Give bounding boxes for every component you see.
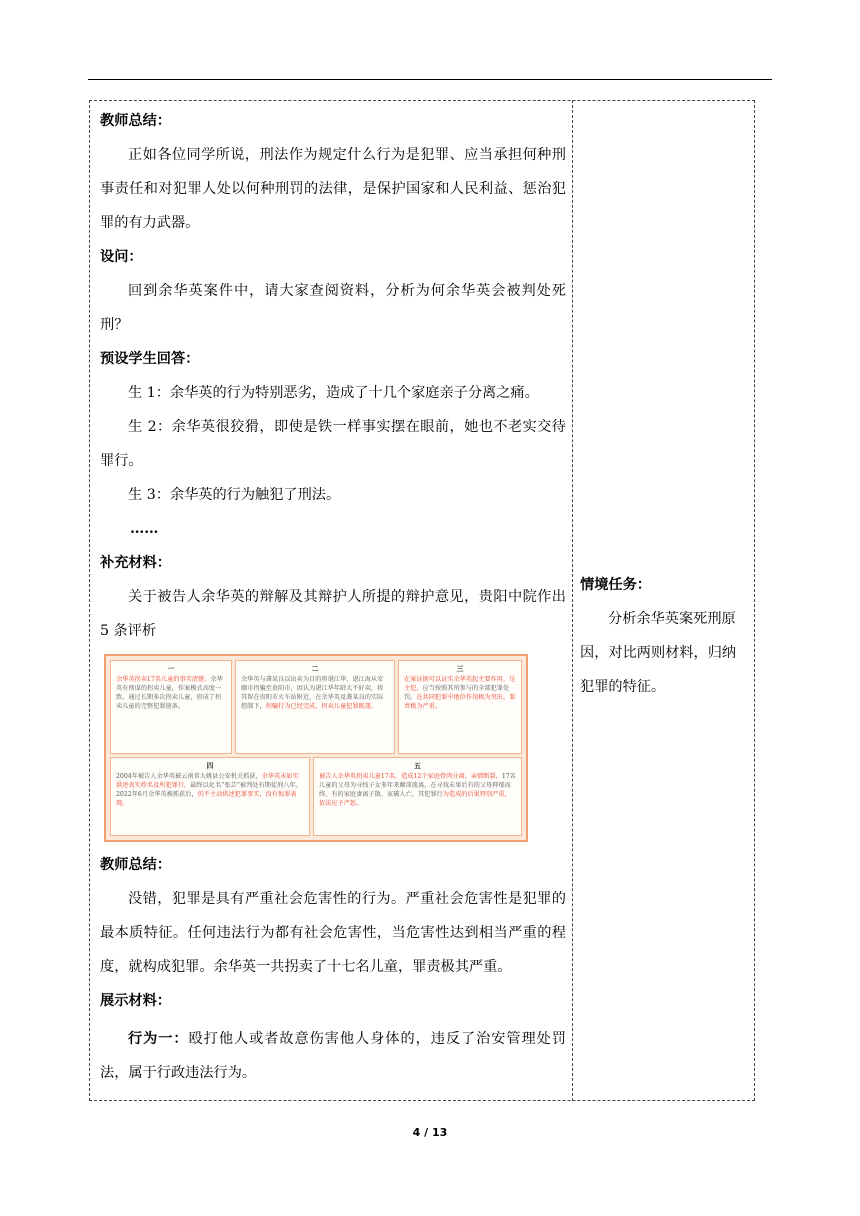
page-number: 4 / 13 <box>412 1126 448 1139</box>
analysis-card-3: 三 在案证据可以证实余华英起主要作用，是主犯，应当按照其所参与的全部犯罪处罚。在共同犯罪中地位作用极为突出，罪责极为严重。 <box>398 660 522 754</box>
heading-question: 设问： <box>100 249 143 265</box>
situation-task-text: 分析余华英案死刑原因，对比两则材料，归纳犯罪的特征。 <box>580 611 737 695</box>
heading-teacher-summary-2: 教师总结： <box>100 857 171 873</box>
behavior-one-text: 殴打他人或者故意伤害他人身体的，违反了治安管理处罚法，属于行政违法行为。 <box>100 1031 566 1081</box>
heading-supplement: 补充材料： <box>100 555 171 571</box>
student-answer-1: 生 1：余华英的行为特别恶劣，造成了十几个家庭亲子分离之痛。 <box>128 385 539 401</box>
heading-situation-task: 情境任务： <box>580 577 651 593</box>
behavior-one-label: 行为一： <box>128 1031 189 1047</box>
student-answer-3: 生 3：余华英的行为触犯了刑法。 <box>128 487 341 503</box>
analysis-card-4: 四 2004年被告人余华英被云南省大姚县公安机关抓获，余华英未如实供述真实姓名及所犯罪行，最终以化名“张芸”被判处有期徒刑八年。2022年6月余华英被抓获后，仍不主动供述犯罪事实，没有悔罪表现。 <box>110 757 310 836</box>
heading-show-material: 展示材料： <box>100 993 171 1009</box>
court-analysis-image <box>104 654 528 842</box>
heading-teacher-summary: 教师总结： <box>100 113 171 129</box>
teaching-process-column <box>100 104 566 1090</box>
behavior-one <box>100 1022 566 1090</box>
heading-expected-answers: 预设学生回答： <box>100 351 200 367</box>
paragraph-crime-definition: 没错，犯罪是具有严重社会危害性的行为。严重社会危害性是犯罪的最本质特征。任何违法行为都有社会危害性，当危害性达到相当严重的程度，就构成犯罪。余华英一共拐卖了十七名儿童，罪责极其严重。 <box>100 891 566 975</box>
analysis-card-5: 五 被告人余华英拐卖儿童17名，造成12个家庭骨肉分离，亲情断裂，17名儿童的父母为寻找子女多年来颠沛流离，在寻找未果后有的父母抑郁而终，有的家庭妻离子散、家破人亡，其犯罪行为造成的后果特别严重，依法应予严惩。 <box>313 757 522 836</box>
header-rule <box>88 79 772 80</box>
analysis-card-2: 二 余华英与龚某良以出卖为目的将谌江华、谌江海从安顺市拐骗至贵阳市，因认为谌江华年龄大不好卖，将其留在贵阳市火车站附近，在余华英及龚某良的实际控制下，拐骗行为已经完成，拐卖儿童犯罪既遂。 <box>235 660 395 754</box>
paragraph-supplement: 关于被告人余华英的辩解及其辩护人所提的辩护意见，贵阳中院作出 5 条评析 <box>100 589 566 639</box>
design-intent-column <box>580 568 750 704</box>
student-answer-2: 生 2：余华英很狡猾，即使是铁一样事实摆在眼前，她也不老实交待罪行。 <box>100 419 566 469</box>
paragraph-criminal-law: 正如各位同学所说，刑法作为规定什么行为是犯罪、应当承担何种刑事责任和对犯罪人处以何种刑罚的法律，是保护国家和人民利益、惩治犯罪的有力武器。 <box>100 147 566 231</box>
paragraph-question: 回到余华英案件中，请大家查阅资料，分析为何余华英会被判处死刑？ <box>100 283 566 333</box>
analysis-card-1: 一 余华英拐卖17名儿童的事实清楚。余华英有预谋的拐卖儿童，作案模式高度一致，通过长期多次拐卖儿童，形成了拐卖儿童的完整犯罪链条。 <box>110 660 232 754</box>
column-divider <box>572 100 573 1101</box>
ellipsis: …… <box>130 521 159 537</box>
